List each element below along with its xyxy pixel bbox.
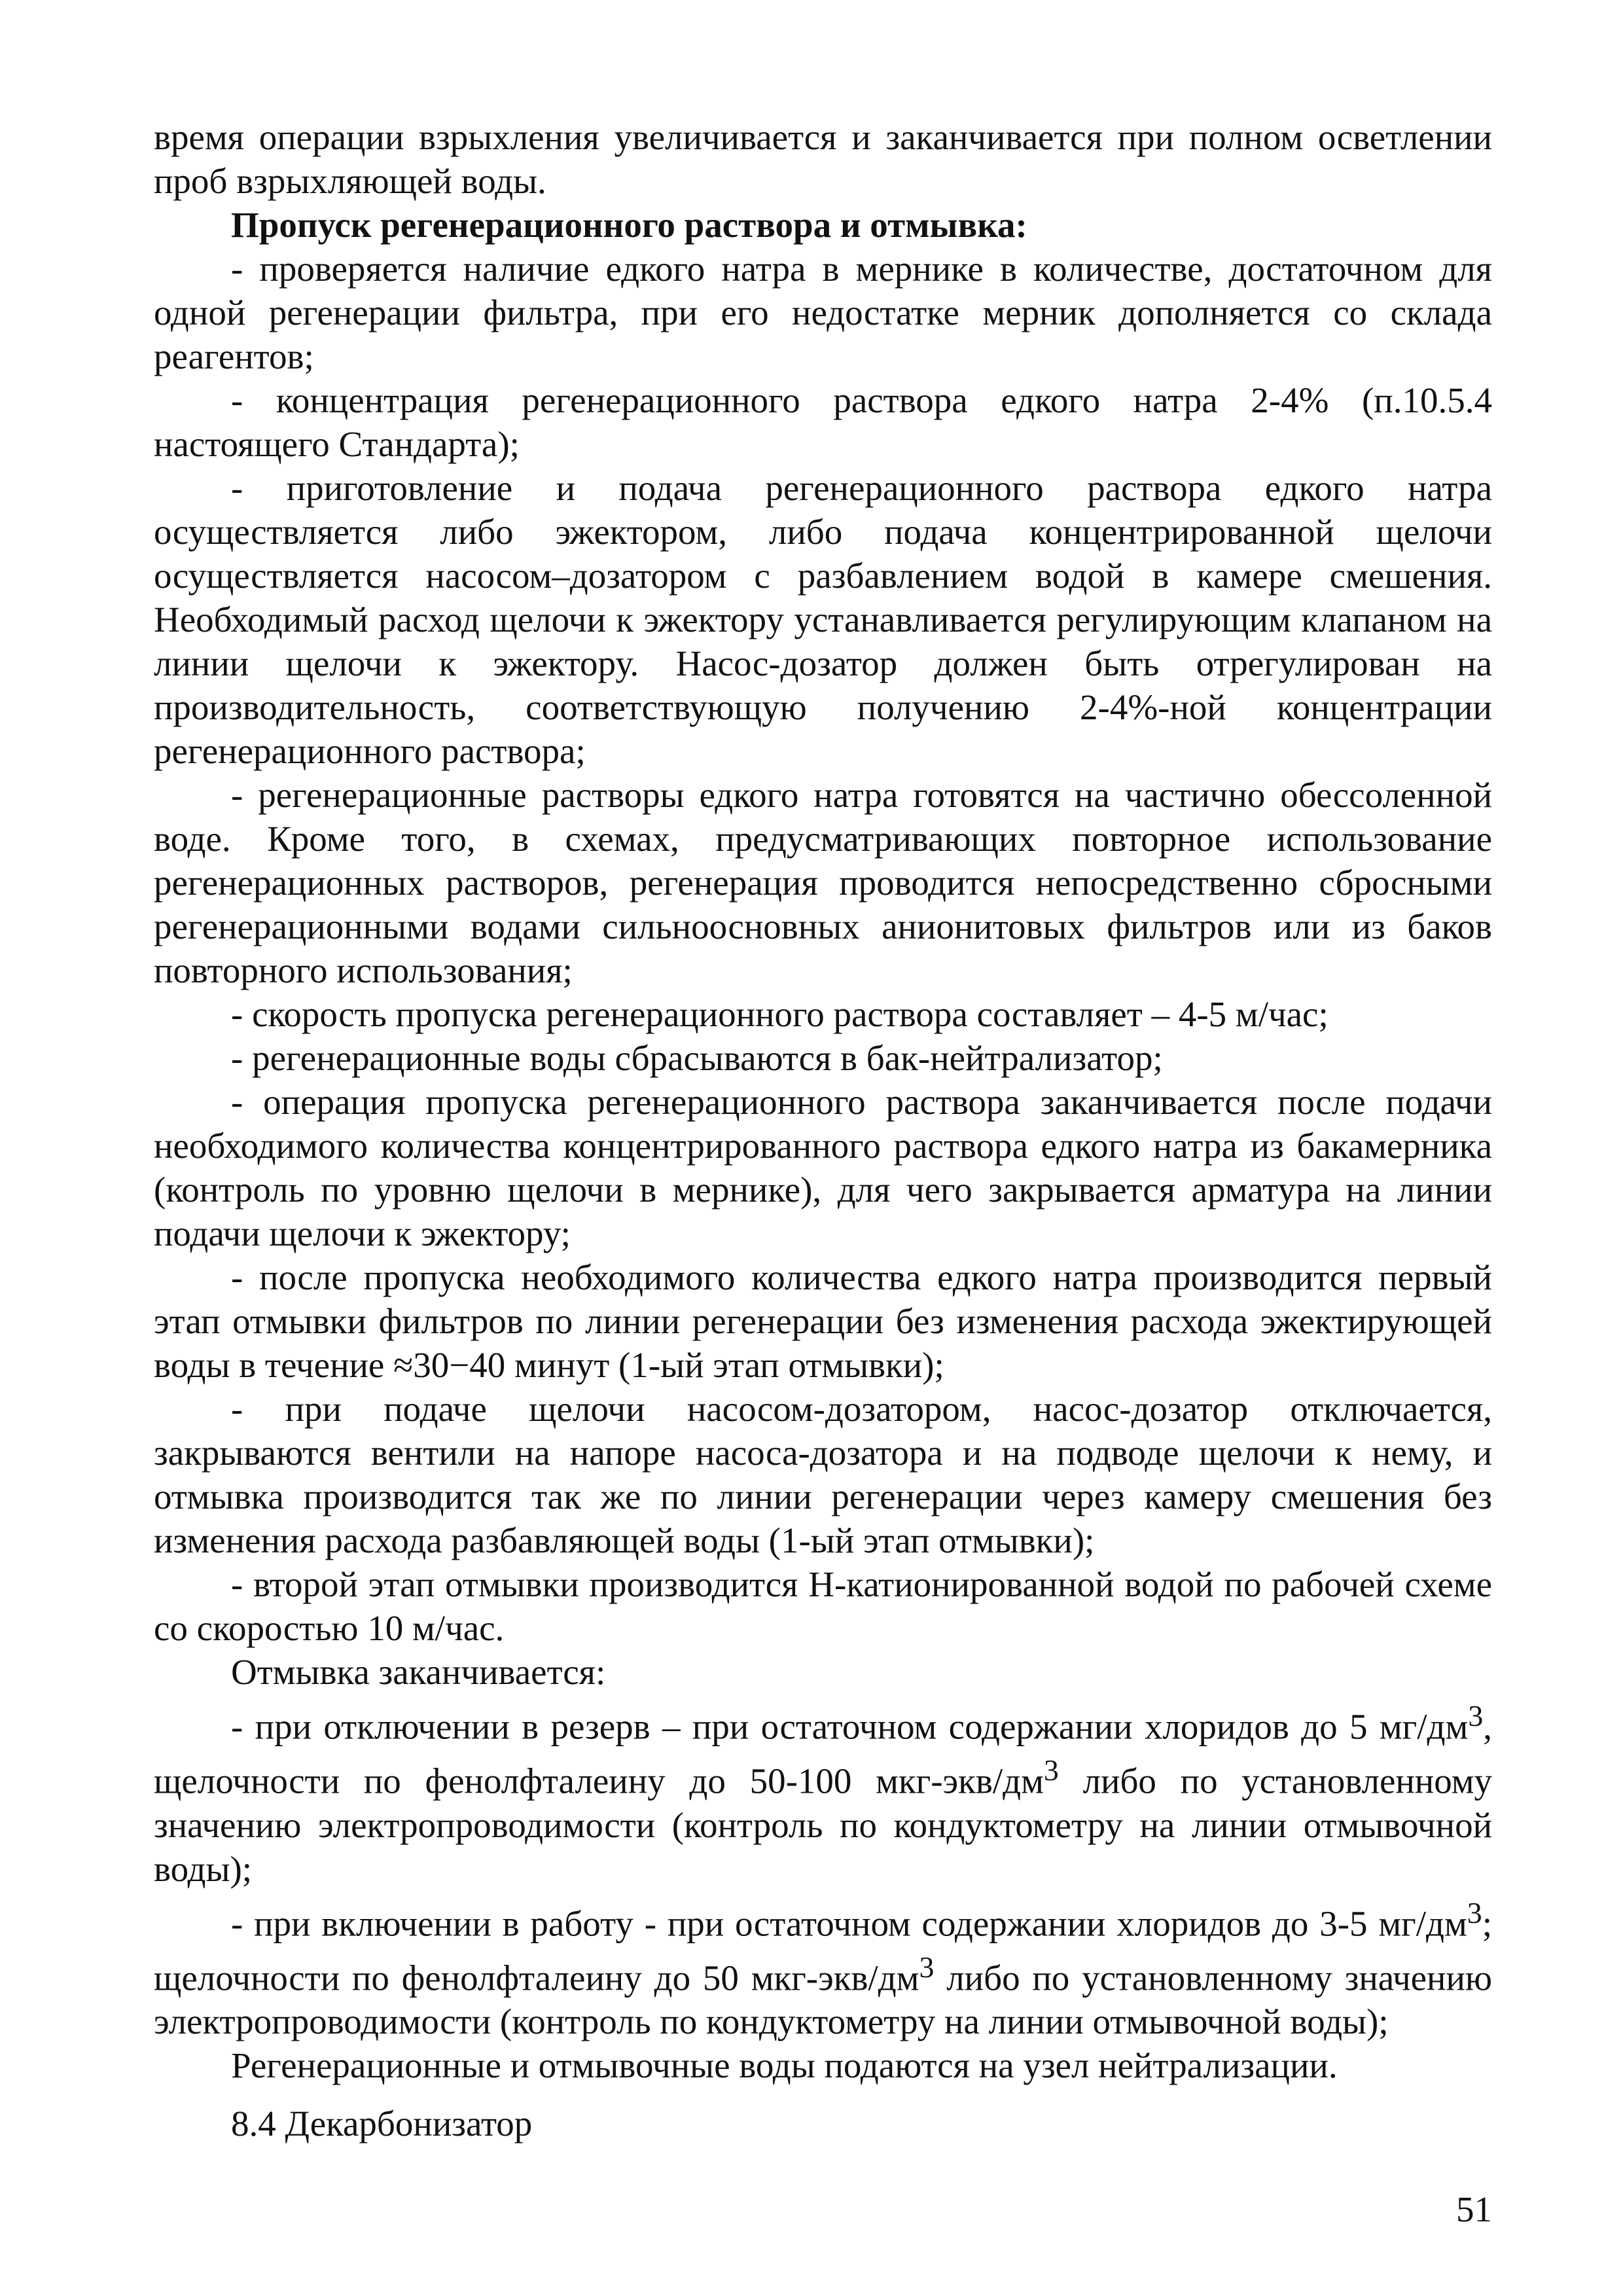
list-item <box>154 1694 1492 1891</box>
list-item <box>154 1891 1492 2044</box>
list-item: - при подаче щелочи насосом-дозатором, насос-дозатор отключается, закрываются вентили на напоре насоса-дозатора и на подводе щелочи к нему, и отмывка производится так же по линии регенерации через камеру смешения без изменения расхода разбавляющей воды (1-ый этап отмывки); <box>154 1389 1492 1560</box>
list-item: - проверяется наличие едкого натра в мернике в количестве, достаточном для одной регенерации фильтра, при его недостатке мерник дополняется со склада реагентов; <box>154 249 1492 376</box>
text-span: - при отключении в резерв – при остаточном содержании хлоридов до 5 мг/дм <box>231 1706 1469 1747</box>
text-span: ; щелочности по фенолфталеину до 50 мкг-экв/дм <box>154 1903 1492 1998</box>
section-title: 8.4 Декарбонизатор <box>231 2104 533 2144</box>
text-span: либо по установленному значению электропроводимости (контроль по кондуктометру на линии отмывочной воды); <box>154 1761 1492 1889</box>
list-item: - скорость пропуска регенерационного раствора составляет – 4-5 м/час; <box>231 994 1329 1034</box>
list-item: - приготовление и подача регенерационного раствора едкого натра осуществляется либо эжектором, либо подача концентрированной щелочи осуществляется насосом–дозатором с разбавлением водой в камере смешения. Необходимый расход щелочи к эжектору устанавливается регулирующим клапаном на линии щелочи к эжектору. Насос-дозатор должен быть отрегулирован на производительность, соответствующую получению 2-4%-ной концентрации регенерационного раствора; <box>154 468 1492 771</box>
superscript: 3 <box>1468 1699 1484 1732</box>
paragraph-continuation: время операции взрыхления увеличивается и заканчивается при полном осветлении проб взрыхляющей воды. <box>154 117 1492 201</box>
page-number: 51 <box>1456 2189 1492 2229</box>
text-span: либо по установленному значению электропроводимости (контроль по кондуктометру на линии отмывочной воды); <box>154 1958 1492 2042</box>
text-span: , щелочности по фенолфталеину до 50-100 мкг-экв/дм <box>154 1706 1492 1801</box>
paragraph-summary: Регенерационные и отмывочные воды подаются на узел нейтрализации. <box>231 2045 1338 2086</box>
section-heading: Пропуск регенерационного раствора и отмывка: <box>231 205 1027 245</box>
superscript: 3 <box>1043 1753 1059 1787</box>
list-item: - концентрация регенерационного раствора едкого натра 2-4% (п.10.5.4 настоящего Стандарта); <box>154 380 1492 464</box>
list-item: - после пропуска необходимого количества едкого натра производится первый этап отмывки фильтров по линии регенерации без изменения расхода эжектирующей воды в течение ≈30−40 минут (1-ый этап отмывки); <box>154 1257 1492 1385</box>
text-span: - при включении в работу - при остаточном содержании хлоридов до 3-5 мг/дм <box>231 1903 1467 1943</box>
paragraph-intro: Отмывка заканчивается: <box>231 1652 606 1692</box>
list-item: - второй этап отмывки производится Н-катионированной водой по рабочей схеме со скоростью 10 м/час. <box>154 1564 1492 1648</box>
superscript: 3 <box>1467 1895 1482 1929</box>
page-body <box>154 115 1492 2145</box>
list-item: - регенерационные растворы едкого натра готовятся на частично обессоленной воде. Кроме того, в схемах, предусматривающих повторное использование регенерационных растворов, регенерация проводится непосредственно сбросными регенерационными водами сильноосновных анионитовых фильтров или из баков повторного использования; <box>154 775 1492 990</box>
list-item: - регенерационные воды сбрасываются в бак-нейтрализатор; <box>231 1038 1163 1078</box>
superscript: 3 <box>919 1950 935 1984</box>
list-item: - операция пропуска регенерационного раствора заканчивается после подачи необходимого количества концентрированного раствора едкого натра из бакамерника (контроль по уровню щелочи в мернике), для чего закрывается арматура на линии подачи щелочи к эжектору; <box>154 1082 1492 1253</box>
